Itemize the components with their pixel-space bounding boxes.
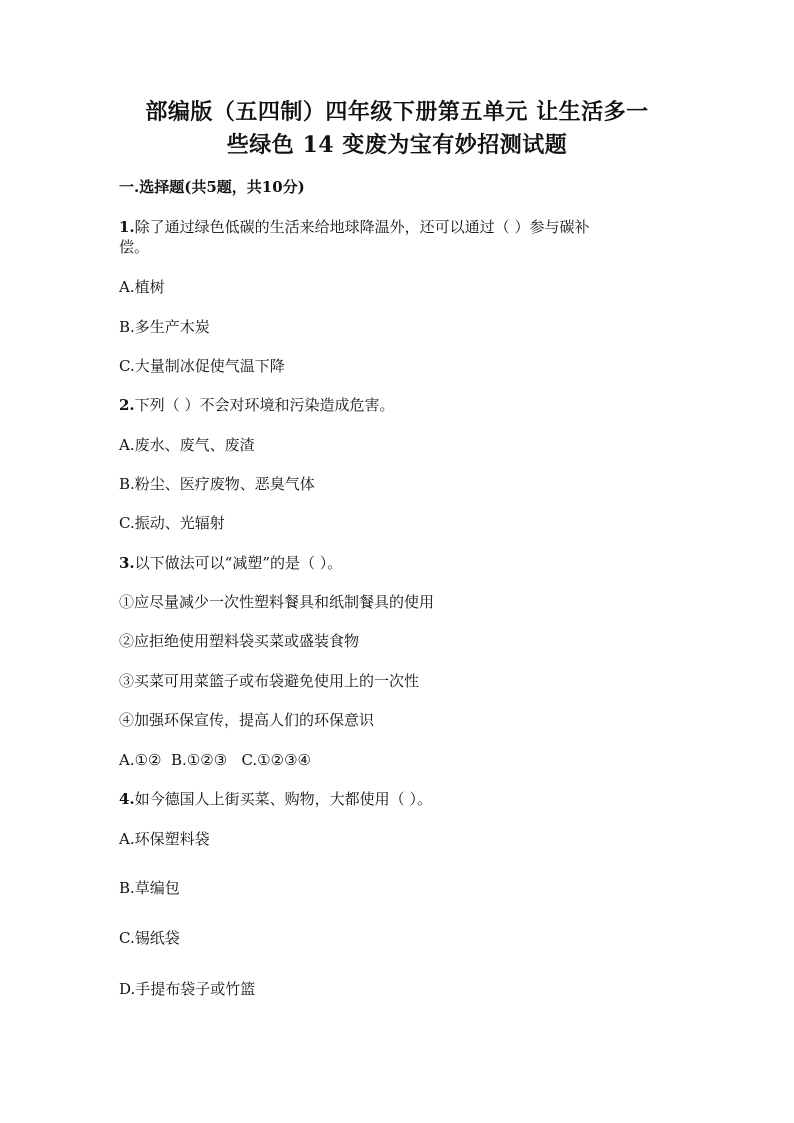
question-2 [119,394,394,416]
statement-item: ①应尽量减少一次性塑料餐具和纸制餐具的使用 [119,593,435,611]
question-text: 如今德国人上街买菜、购物，大都使用（ ）。 [134,790,432,808]
question-text: 以下做法可以“减塑”的是（ ）。 [134,554,343,572]
question-number: 1. [119,218,135,236]
question-1 [119,217,679,237]
statement-item: ②应拒绝使用塑料袋买菜或盛装食物 [119,632,360,650]
question-number: 3. [119,554,135,572]
option-item: C.振动、光辐射 [119,514,225,532]
question-1-continuation: 偿。 [119,238,150,256]
question-4 [119,788,432,810]
option-item: B.粉尘、医疗废物、恶臭气体 [119,475,315,493]
question-3 [119,552,342,574]
statement-item: ③买菜可用菜篮子或布袋避免使用上的一次性 [119,672,420,690]
option-item: C.锡纸袋 [119,929,180,947]
option-item: A.环保塑料袋 [119,830,210,848]
option-item: A.植树 [119,278,165,296]
option-item: C.大量制冰促使气温下降 [119,357,285,375]
page-title-line-1: 部编版（五四制）四年级下册第五单元 让生活多一 [145,99,649,125]
question-number: 4. [119,790,135,808]
page-title-line-2: 些绿色 14 变废为宝有妙招测试题 [226,132,568,158]
question-number: 2. [119,396,135,414]
question-text: 除了通过绿色低碳的生活来给地球降温外，还可以通过（ ）参与碳补 [134,218,590,236]
options-inline: A.①② B.①②③ C.①②③④ [119,751,311,769]
question-text: 下列（ ）不会对环境和污染造成危害。 [134,396,395,414]
option-item: A.废水、废气、废渣 [119,436,255,454]
option-item: D.手提布袋子或竹篮 [119,980,256,998]
option-item: B.多生产木炭 [119,318,210,336]
section-heading: 一.选择题(共5题，共10分) [119,178,305,196]
option-item: B.草编包 [119,879,180,897]
statement-item: ④加强环保宣传，提高人们的环保意识 [119,711,375,729]
